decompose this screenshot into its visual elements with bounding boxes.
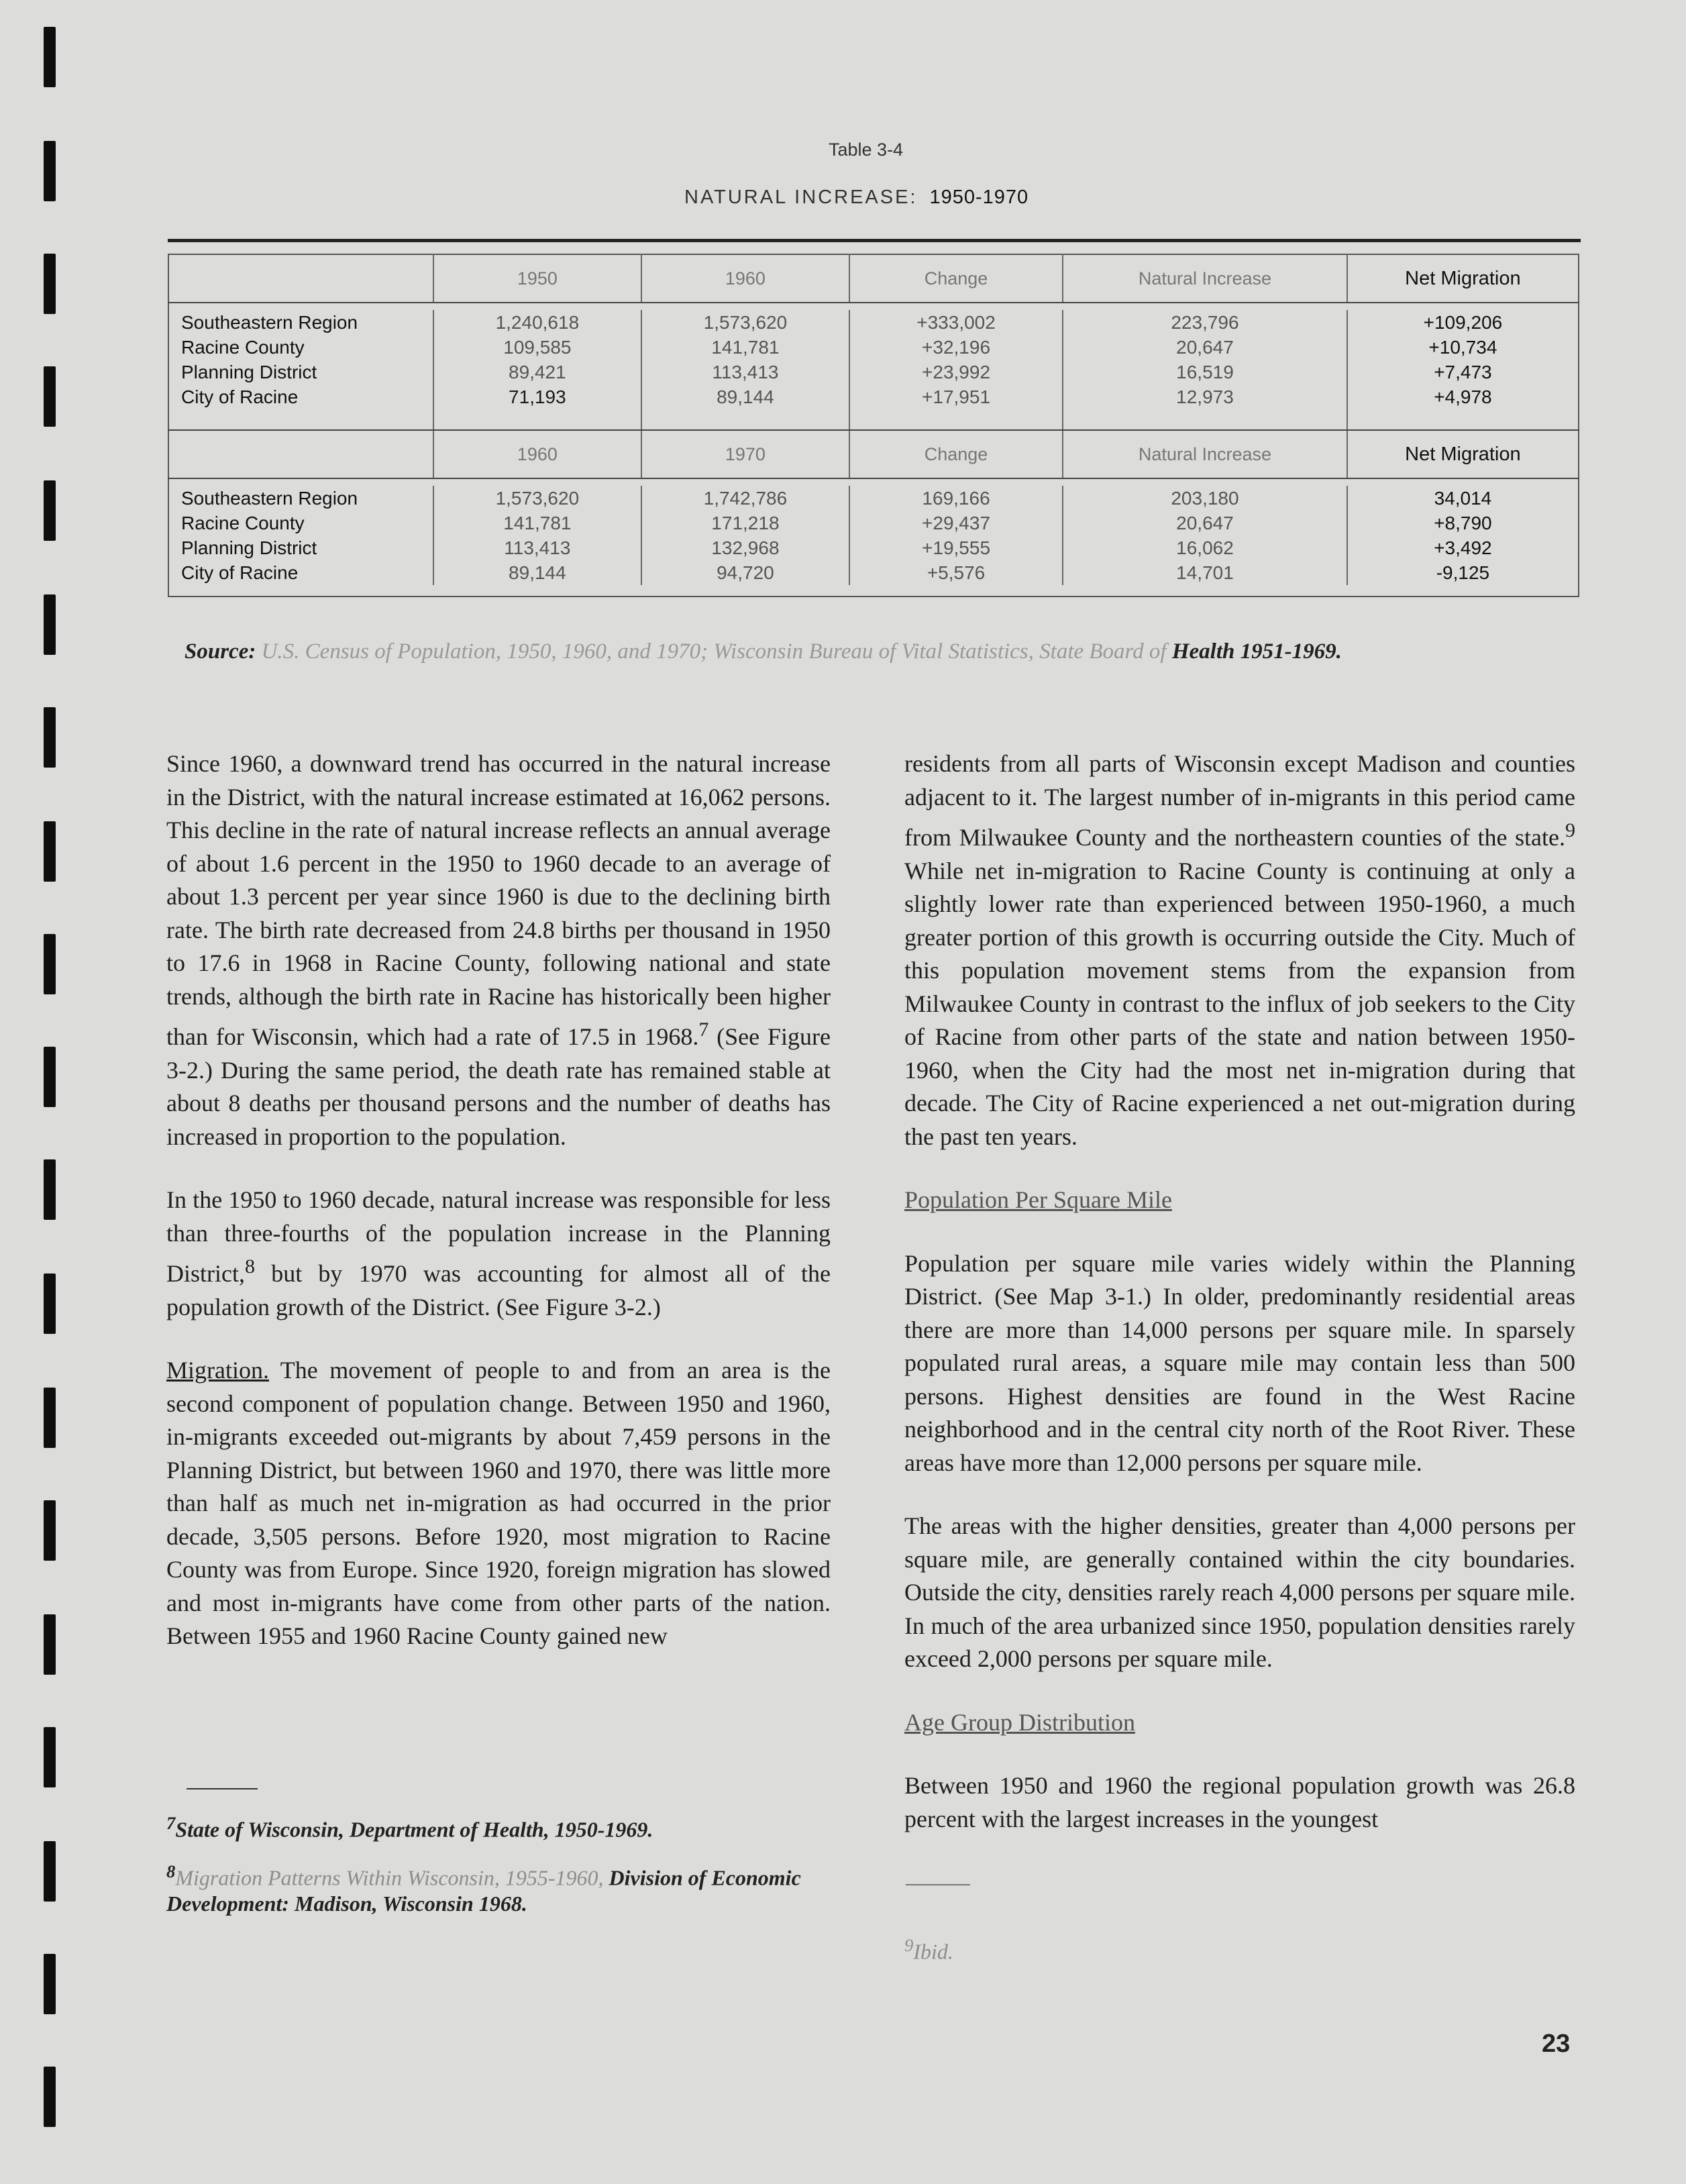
table-row	[168, 560, 1579, 585]
table-source-note	[185, 637, 1567, 666]
table-subtitle-text: NATURAL INCREASE:	[684, 187, 918, 208]
table-row	[168, 511, 1579, 535]
footnote-9: $^9$Ibid.	[904, 1935, 953, 1964]
table-cell: 113,413	[433, 535, 641, 560]
table-row	[168, 535, 1579, 560]
row-label: Southeastern Region	[181, 311, 358, 333]
footnote-rule-left	[187, 1788, 258, 1789]
table-subtitle	[684, 187, 1029, 209]
section-heading-age-group: Age Group Distribution	[904, 1708, 1135, 1736]
row-label: Racine County	[181, 512, 305, 533]
column-header: Natural Increase	[1063, 254, 1347, 303]
table-cell: 20,647	[1063, 335, 1347, 360]
table-cell: 132,968	[641, 535, 849, 560]
table-header-row	[168, 254, 1579, 303]
table-cell: 16,519	[1063, 360, 1347, 384]
table-cell: 16,062	[1063, 535, 1347, 560]
paragraph-in-migrants: residents from all parts of Wisconsin except Madison and counties adjacent to it. The largest number of in-migrants in this period came from Milwaukee County and the northeastern counties of the state.$^9$ While net in-migration to Racine County is continuing at only a slightly lower rate than experienced between 1950-1960, a much greater portion of this growth is occurring outside the City. Much of this population movement stems from the expansion from Milwaukee County in contrast to the influx of job seekers to the City of Racine from other parts of the state and nation between 1950-1960, when the City had the most net in-migration during that decade. The City of Racine experienced a net out-migration during the past ten years.	[904, 750, 1575, 1150]
binding-holes	[37, 27, 64, 2174]
table-row	[168, 310, 1579, 335]
table-cell: +3,492	[1347, 535, 1579, 560]
paragraph-migration: Migration. The movement of people to and from an area is the second component of population change. Between 1950 and 1960, in-migrants exceeded out-migrants by about 7,459 persons in the Planning District, but between 1960 and 1970, there was little more than half as much net in-migration as had occurred in the prior decade, 3,505 persons. Before 1920, most migration to Racine County was from Europe. Since 1920, foreign migration has slowed and most in-migrants have come from other parts of the nation. Between 1955 and 1960 Racine County gained new	[166, 1357, 831, 1649]
table-cell: 109,585	[433, 335, 641, 360]
row-label: City of Racine	[181, 562, 299, 583]
table-cell: 113,413	[641, 360, 849, 384]
column-header: Net Migration	[1347, 254, 1579, 303]
section-heading-density: Population Per Square Mile	[904, 1186, 1172, 1213]
paragraph-age-group: Between 1950 and 1960 the regional population growth was 26.8 percent with the largest increases in the youngest	[904, 1772, 1575, 1832]
table-cell: 71,193	[433, 384, 641, 409]
column-header: 1970	[641, 430, 849, 478]
table-cell: 1,573,620	[433, 486, 641, 511]
left-text-column	[166, 747, 831, 1683]
column-header: Natural Increase	[1063, 430, 1347, 478]
column-header: Change	[849, 254, 1063, 303]
table-cell: +17,951	[849, 384, 1063, 409]
table-cell: 89,144	[641, 384, 849, 409]
table-row	[168, 360, 1579, 384]
row-label: City of Racine	[181, 386, 299, 407]
table-cell: 141,781	[641, 335, 849, 360]
table-cell: +5,576	[849, 560, 1063, 585]
table-cell: -9,125	[1347, 560, 1579, 585]
column-header: Change	[849, 430, 1063, 478]
footnote-rule-right	[906, 1884, 970, 1885]
table-cell: 169,166	[849, 486, 1063, 511]
table-cell: +109,206	[1347, 310, 1579, 335]
table-cell: 94,720	[641, 560, 849, 585]
table-cell: +4,978	[1347, 384, 1579, 409]
table-cell: +10,734	[1347, 335, 1579, 360]
table-cell: 34,014	[1347, 486, 1579, 511]
paragraph-natural-increase: Since 1960, a downward trend has occurred in the natural increase in the District, with the natural increase estimated at 16,062 persons. This decline in the rate of natural increase reflects an annual average of about 1.6 percent in the 1950 to 1960 decade to an average of about 1.3 percent per year since 1960 is due to the declining birth rate. The birth rate decreased from 24.8 births per thousand in 1950 to 17.6 in 1968 in Racine County, following national and state trends, although the birth rate in Racine has historically been higher than for Wisconsin, which had a rate of 17.5 in 1968.$^7$ (See Figure 3-2.) During the same period, the death rate has remained stable at about 8 deaths per thousand persons and the number of deaths has increased in proportion to the population.	[166, 750, 831, 1150]
table-row	[168, 486, 1579, 511]
table-cell: 1,573,620	[641, 310, 849, 335]
table-cell: 223,796	[1063, 310, 1347, 335]
table-cell: 20,647	[1063, 511, 1347, 535]
table-cell: 12,973	[1063, 384, 1347, 409]
paragraph-decade-comparison: In the 1950 to 1960 decade, natural increase was responsible for less than three-fourths of the population increase in the Planning District,$^8$ but by 1970 was accounting for almost all of the population growth of the District. (See Figure 3-2.)	[166, 1186, 831, 1320]
table-cell: 203,180	[1063, 486, 1347, 511]
row-label: Planning District	[181, 537, 317, 558]
footnote-ref: 7	[698, 1019, 709, 1041]
paragraph-higher-densities: The areas with the higher densities, greater than 4,000 persons per square mile, are generally contained within the city boundaries. Outside the city, densities rarely reach 4,000 persons per square mile. In much of the area urbanized since 1950, population densities rarely exceed 2,000 persons per square mile.	[904, 1512, 1575, 1672]
table-subtitle-years: 1950-1970	[929, 187, 1029, 208]
table-top-rule	[168, 239, 1581, 242]
table-cell: +23,992	[849, 360, 1063, 384]
table-cell: +8,790	[1347, 511, 1579, 535]
source-faded-text: U.S. Census of Population, 1950, 1960, and 1970; Wisconsin Bureau of Vital Statistics, State Board of	[261, 639, 1167, 664]
footnote-8: $^8$Migration Patterns Within Wisconsin, 1955-1960, Division of Economic Development: Madison, Wisconsin 1968.	[166, 1861, 801, 1916]
table-cell: 89,144	[433, 560, 641, 585]
source-lead: Source:	[185, 639, 256, 664]
table-cell: 89,421	[433, 360, 641, 384]
table-cell: 141,781	[433, 511, 641, 535]
footnote-ref: 9	[1565, 819, 1575, 841]
table-cell: 1,742,786	[641, 486, 849, 511]
column-header: 1960	[433, 430, 641, 478]
table-cell: 171,218	[641, 511, 849, 535]
paragraph-density: Population per square mile varies widely within the Planning District. (See Map 3-1.) In older, predominantly residential areas there are more than 14,000 persons per square mile. In sparsely populated rural areas, a square mile may contain less than 500 persons. Highest densities are found in the West Racine neighborhood and in the central city north of the Root River. These areas have more than 12,000 persons per square mile.	[904, 1249, 1575, 1476]
migration-heading: Migration.	[166, 1357, 269, 1384]
table-cell: 1,240,618	[433, 310, 641, 335]
row-label: Planning District	[181, 361, 317, 382]
row-label: Racine County	[181, 336, 305, 358]
table-header-row	[168, 430, 1579, 478]
table-cell: +333,002	[849, 310, 1063, 335]
column-header: Net Migration	[1347, 430, 1579, 478]
table-cell: +19,555	[849, 535, 1063, 560]
source-tail: Health 1951-1969.	[1171, 639, 1342, 664]
table-title: Table 3-4	[829, 140, 904, 160]
footnote-ref: 8	[244, 1255, 255, 1278]
table-cell: 14,701	[1063, 560, 1347, 585]
column-header: 1960	[641, 254, 849, 303]
footnote-7: $^7$State of Wisconsin, Department of Health, 1950-1969.	[166, 1813, 653, 1842]
row-label: Southeastern Region	[181, 487, 358, 509]
right-text-column	[904, 747, 1575, 1866]
table-cell: +32,196	[849, 335, 1063, 360]
table-row	[168, 384, 1579, 409]
table-cell: +29,437	[849, 511, 1063, 535]
table-row	[168, 335, 1579, 360]
natural-increase-table	[168, 254, 1579, 597]
column-header: 1950	[433, 254, 641, 303]
page-number: 23	[1542, 2030, 1571, 2058]
table-cell: +7,473	[1347, 360, 1579, 384]
